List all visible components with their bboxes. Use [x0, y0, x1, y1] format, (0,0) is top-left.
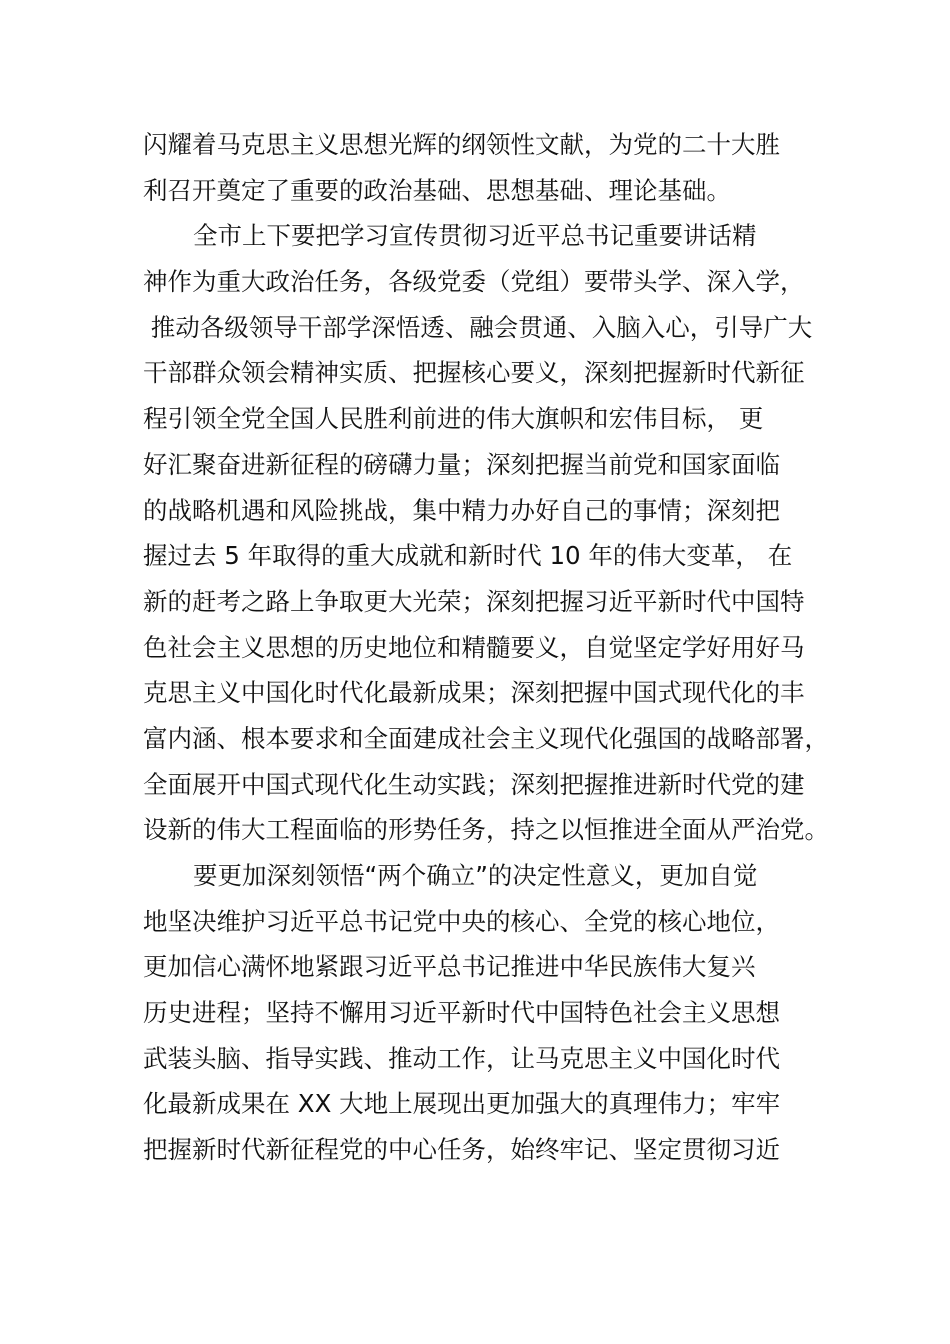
text-line: 利召开奠定了重要的政治基础、思想基础、理论基础。 — [143, 175, 731, 205]
text-line: 新的赶考之路上争取更大光荣；深刻把握习近平新时代中国特 — [143, 586, 805, 616]
text-line: 设新的伟大工程面临的形势任务，持之以恒推进全面从严治党。 — [143, 815, 829, 845]
text-line: 程引领全党全国人民胜利前进的伟大旗帜和宏伟目标， 更 — [143, 404, 764, 434]
paragraph-start-line: 全市上下要把学习宣传贯彻习近平总书记重要讲话精 — [193, 221, 757, 251]
text-line: 干部群众领会精神实质、把握核心要义，深刻把握新时代新征 — [143, 358, 805, 388]
text-line: 色社会主义思想的历史地位和精髓要义，自觉坚定学好用好马 — [143, 632, 805, 662]
text-line: 把握新时代新征程党的中心任务，始终牢记、坚定贯彻习近 — [143, 1135, 780, 1165]
text-line: 武装头脑、指导实践、推动工作，让马克思主义中国化时代 — [143, 1043, 780, 1073]
text-line: 神作为重大政治任务，各级党委（党组）要带头学、深入学， — [143, 267, 805, 297]
text-line: 全面展开中国式现代化生动实践；深刻把握推进新时代党的建 — [143, 769, 805, 799]
text-line: 好汇聚奋进新征程的磅礴力量；深刻把握当前党和国家面临 — [143, 449, 780, 479]
text-line: 推动各级领导干部学深悟透、融会贯通、入脑入心，引导广大 — [143, 312, 813, 342]
paragraph-start-line: 要更加深刻领悟“两个确立”的决定性意义，更加自觉 — [193, 861, 758, 890]
text-line: 握过去 5 年取得的重大成就和新时代 10 年的伟大变革， 在 — [143, 541, 793, 571]
text-line: 克思主义中国化时代化最新成果；深刻把握中国式现代化的丰 — [143, 678, 805, 708]
text-line: 更加信心满怀地紧跟习近平总书记推进中华民族伟大复兴 — [143, 952, 756, 982]
text-line: 富内涵、根本要求和全面建成社会主义现代化强国的战略部署， — [143, 723, 829, 753]
text-line: 化最新成果在 XX 大地上展现出更加强大的真理伟力；牢牢 — [143, 1089, 781, 1119]
body-text — [143, 122, 843, 1173]
text-line: 历史进程；坚持不懈用习近平新时代中国特色社会主义思想 — [143, 998, 780, 1028]
text-line: 闪耀着马克思主义思想光辉的纲领性文献，为党的二十大胜 — [143, 130, 780, 159]
text-line: 地坚决维护习近平总书记党中央的核心、全党的核心地位， — [143, 906, 780, 936]
text-line: 的战略机遇和风险挑战，集中精力办好自己的事情；深刻把 — [143, 495, 780, 525]
